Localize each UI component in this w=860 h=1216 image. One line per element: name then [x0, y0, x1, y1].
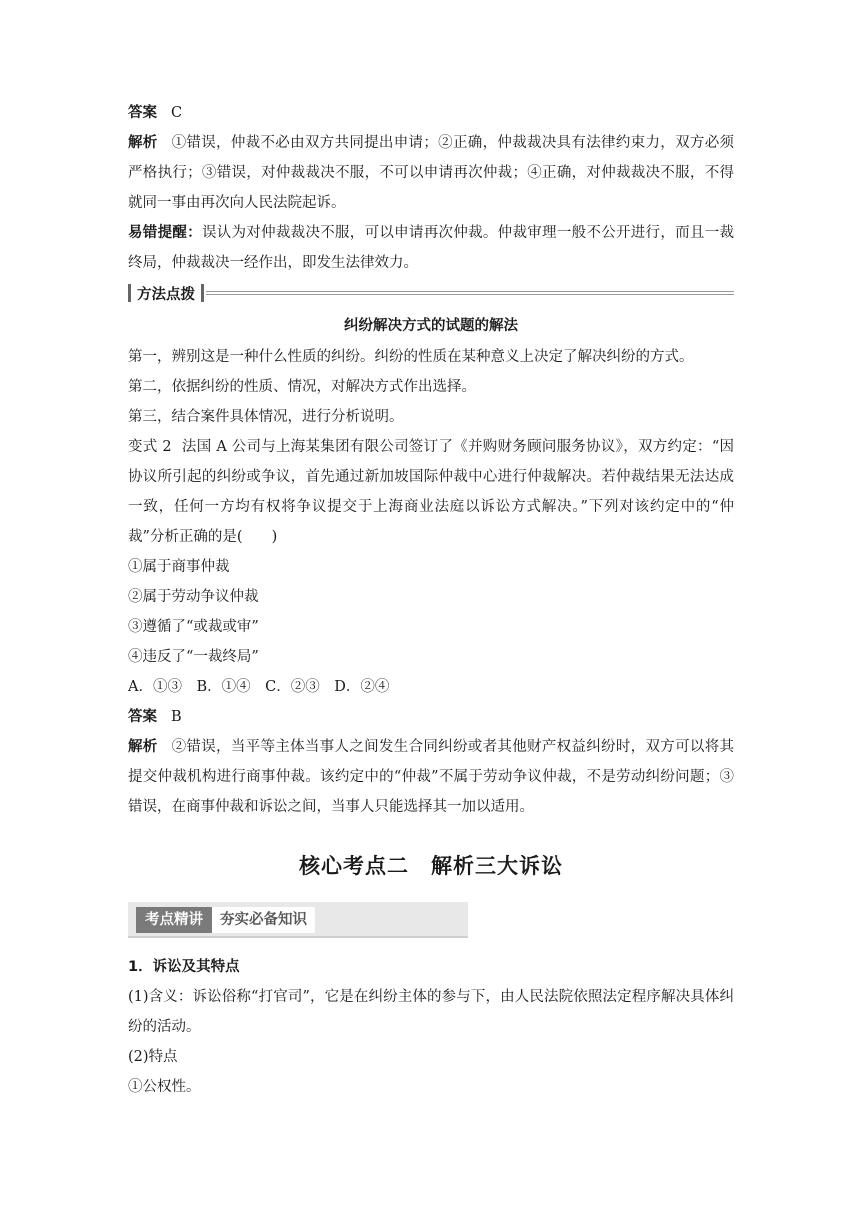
banner-dark-label: 考点精讲 [136, 907, 212, 933]
analysis-paragraph [128, 128, 734, 218]
bar-left-marker [128, 284, 131, 302]
method-heading: 纠纷解决方式的试题的解法 [344, 318, 518, 334]
banner-light-label: 夯实必备知识 [212, 907, 315, 933]
variant-label: 变式 2 [128, 439, 172, 455]
bar-right-marker [201, 284, 204, 302]
answer-line [128, 98, 734, 128]
answer-label: 答案 [128, 105, 157, 121]
method-step-1: 第一，辨别这是一种什么性质的纠纷。纠纷的性质在某种意义上决定了解决纠纷的方式。 [128, 349, 694, 365]
key-point-banner [128, 902, 468, 938]
method-tips-bar [128, 280, 734, 306]
variant-analysis-label: 解析 [128, 739, 158, 755]
variant-answer-line [128, 702, 734, 732]
analysis-label: 解析 [128, 135, 158, 151]
variant-options: A．①③ B．①④ C．②③ D．②④ [128, 679, 390, 695]
litigation-feature-1: ①公权性。 [128, 1079, 201, 1095]
variant-item-2: ②属于劳动争议仲裁 [128, 589, 259, 605]
variant-analysis-paragraph [128, 732, 734, 822]
error-tip-label: 易错提醒： [128, 225, 202, 241]
variant-item-1: ①属于商事仲裁 [128, 559, 230, 575]
document-page [128, 98, 734, 1102]
section-title: 核心考点二 解析三大诉讼 [299, 854, 563, 878]
variant-question [128, 432, 734, 552]
error-tip-text: 误认为对仲裁裁决不服，可以申请再次仲裁。仲裁审理一般不公开进行，而且一裁终局，仲裁裁决一经作出，即发生法律效力。 [128, 225, 734, 271]
variant-answer-label: 答案 [128, 709, 157, 725]
variant-item-4: ④违反了“一裁终局” [128, 649, 259, 665]
banner-bottom-edge [128, 936, 468, 938]
variant-text: 法国 A 公司与上海某集团有限公司签订了《并购财务顾问服务协议》，双方约定：“因协议所引起的纠纷或争议，首先通过新加坡国际仲裁中心进行仲裁解决。若仲裁结果无法达成一致，任何一方均有权将争议提交于上海商业法庭以诉讼方式解决。”下列对该约定中的“仲裁”分析正确的是( ) [128, 439, 734, 545]
error-tip-paragraph [128, 218, 734, 278]
bar-divider [206, 291, 734, 295]
method-tips-title: 方法点拨 [137, 286, 195, 303]
litigation-meaning: (1)含义：诉讼俗称“打官司”，它是在纠纷主体的参与下，由人民法院依照法定程序解决具体纠纷的活动。 [128, 989, 734, 1035]
method-step-3: 第三，结合案件具体情况，进行分析说明。 [128, 409, 404, 425]
analysis-text: ①错误，仲裁不必由双方共同提出申请；②正确，仲裁裁决具有法律约束力，双方必须严格执行；③错误，对仲裁裁决不服，不可以申请再次仲裁；④正确，对仲裁裁决不服，不得就同一事由再次向人民法院起诉。 [128, 135, 735, 211]
litigation-features-label: (2)特点 [128, 1049, 178, 1065]
variant-analysis-text: ②错误，当平等主体当事人之间发生合同纠纷或者其他财产权益纠纷时，双方可以将其提交仲裁机构进行商事仲裁。该约定中的“仲裁”不属于劳动争议仲裁，不是劳动纠纷问题；③错误，在商事仲裁和诉讼之间，当事人只能选择其一加以适用。 [128, 739, 735, 815]
variant-item-3: ③遵循了“或裁或审” [128, 619, 259, 635]
answer-value: C [171, 105, 183, 121]
variant-answer-value: B [171, 709, 182, 725]
method-step-2: 第二，依据纠纷的性质、情况，对解决方式作出选择。 [128, 379, 476, 395]
litigation-heading: 1．诉讼及其特点 [128, 959, 240, 975]
